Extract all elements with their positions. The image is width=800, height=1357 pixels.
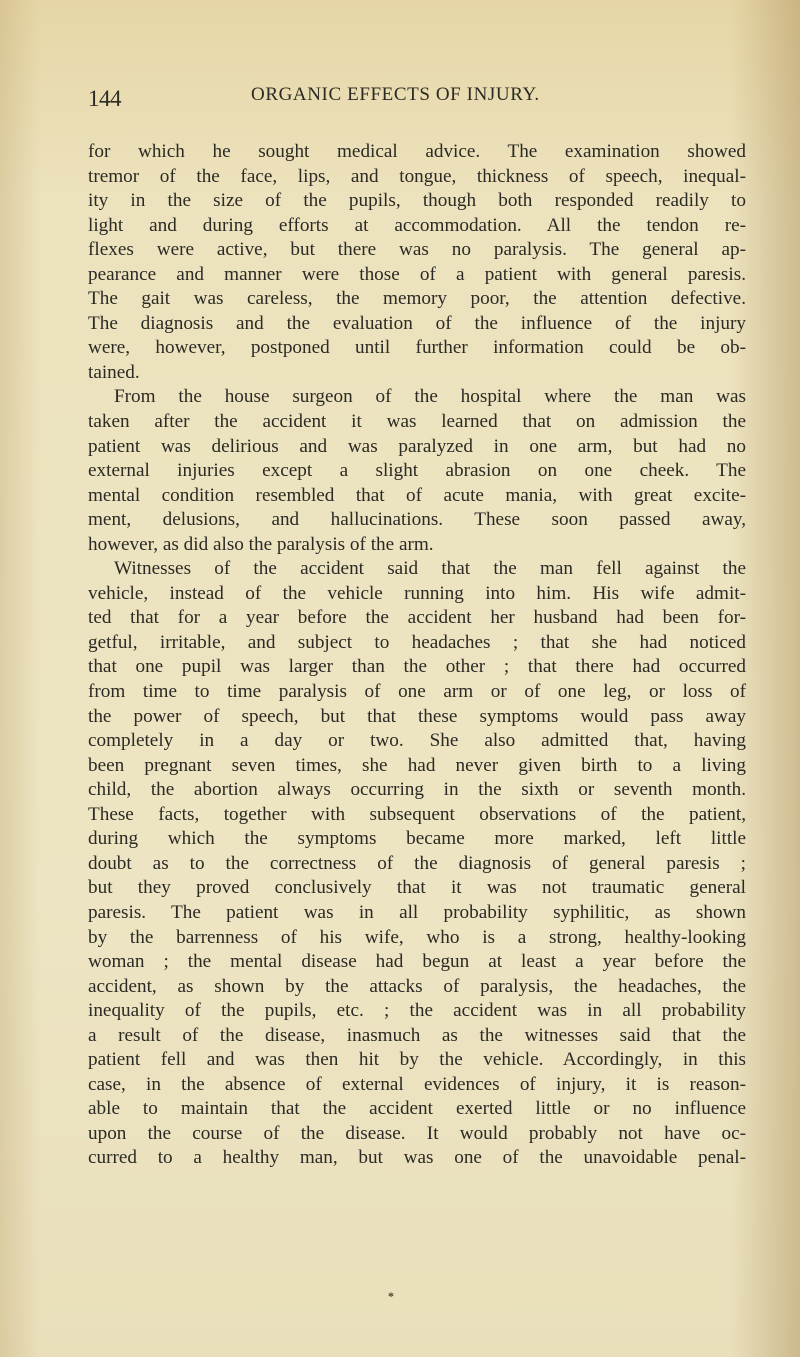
running-title: ORGANIC EFFECTS OF INJURY.	[251, 84, 540, 105]
text-line: getful, irritable, and subject to headaches ; that she had noticed	[88, 631, 746, 653]
text-line: light and during efforts at accommodation. All the tendon re-	[88, 214, 746, 236]
text-line: but they proved conclusively that it was not traumatic general	[88, 877, 746, 899]
page-number: 144	[88, 86, 121, 111]
text-line: upon the course of the disease. It would probably not have oc-	[88, 1122, 746, 1144]
text-line: the power of speech, but that these symptoms would pass away	[88, 705, 746, 727]
printer-mark: *	[388, 1289, 394, 1303]
text-line: inequality of the pupils, etc. ; the accident was in all probability	[88, 1000, 746, 1022]
text-line: from time to time paralysis of one arm or of one leg, or loss of	[88, 681, 746, 703]
text-line: doubt as to the correctness of the diagnosis of general paresis ;	[88, 852, 746, 874]
text-line: vehicle, instead of the vehicle running into him. His wife admit-	[88, 582, 746, 604]
text-line: able to maintain that the accident exerted little or no influence	[88, 1098, 746, 1120]
text-line: a result of the disease, inasmuch as the witnesses said that the	[88, 1024, 746, 1046]
text-line: flexes were active, but there was no paralysis. The general ap-	[88, 239, 746, 261]
text-line: curred to a healthy man, but was one of the unavoidable penal-	[88, 1147, 746, 1169]
text-line: tained.	[88, 361, 140, 383]
text-line: Witnesses of the accident said that the man fell against the	[114, 558, 746, 580]
body-text	[88, 140, 746, 1171]
text-line: ity in the size of the pupils, though both responded readily to	[88, 190, 746, 212]
text-line: that one pupil was larger than the other ; that there had occurred	[88, 656, 746, 678]
text-line: ment, delusions, and hallucinations. These soon passed away,	[88, 509, 746, 531]
text-line: taken after the accident it was learned that on admission the	[88, 411, 746, 433]
text-line: were, however, postponed until further information could be ob-	[88, 337, 746, 359]
text-line: From the house surgeon of the hospital where the man was	[114, 386, 746, 408]
text-line: pearance and manner were those of a patient with general paresis.	[88, 263, 746, 285]
text-line: These facts, together with subsequent observations of the patient,	[88, 803, 746, 825]
text-line: case, in the absence of external evidences of injury, it is reason-	[88, 1073, 746, 1095]
text-line: woman ; the mental disease had begun at least a year before the	[88, 951, 746, 973]
text-line: mental condition resembled that of acute mania, with great excite-	[88, 484, 746, 506]
text-line: been pregnant seven times, she had never given birth to a living	[88, 754, 746, 776]
text-line: external injuries except a slight abrasion on one cheek. The	[88, 460, 746, 482]
text-line: paresis. The patient was in all probability syphilitic, as shown	[88, 901, 746, 923]
text-line: tremor of the face, lips, and tongue, thickness of speech, inequal-	[88, 165, 746, 187]
text-line: ted that for a year before the accident her husband had been for-	[88, 607, 746, 629]
text-line: accident, as shown by the attacks of paralysis, the headaches, the	[88, 975, 746, 997]
text-line: child, the abortion always occurring in the sixth or seventh month.	[88, 779, 746, 801]
text-line: patient fell and was then hit by the vehicle. Accordingly, in this	[88, 1049, 746, 1071]
running-head	[88, 82, 748, 112]
text-line: during which the symptoms became more marked, left little	[88, 828, 746, 850]
text-line: The gait was careless, the memory poor, the attention defective.	[88, 288, 746, 310]
text-line: patient was delirious and was paralyzed in one arm, but had no	[88, 435, 746, 457]
text-line: The diagnosis and the evaluation of the influence of the injury	[88, 312, 746, 334]
text-line: completely in a day or two. She also admitted that, having	[88, 730, 746, 752]
text-line: for which he sought medical advice. The examination showed	[88, 141, 746, 162]
text-line: by the barrenness of his wife, who is a strong, healthy-looking	[88, 926, 746, 948]
text-line: however, as did also the paralysis of the arm.	[88, 533, 434, 555]
